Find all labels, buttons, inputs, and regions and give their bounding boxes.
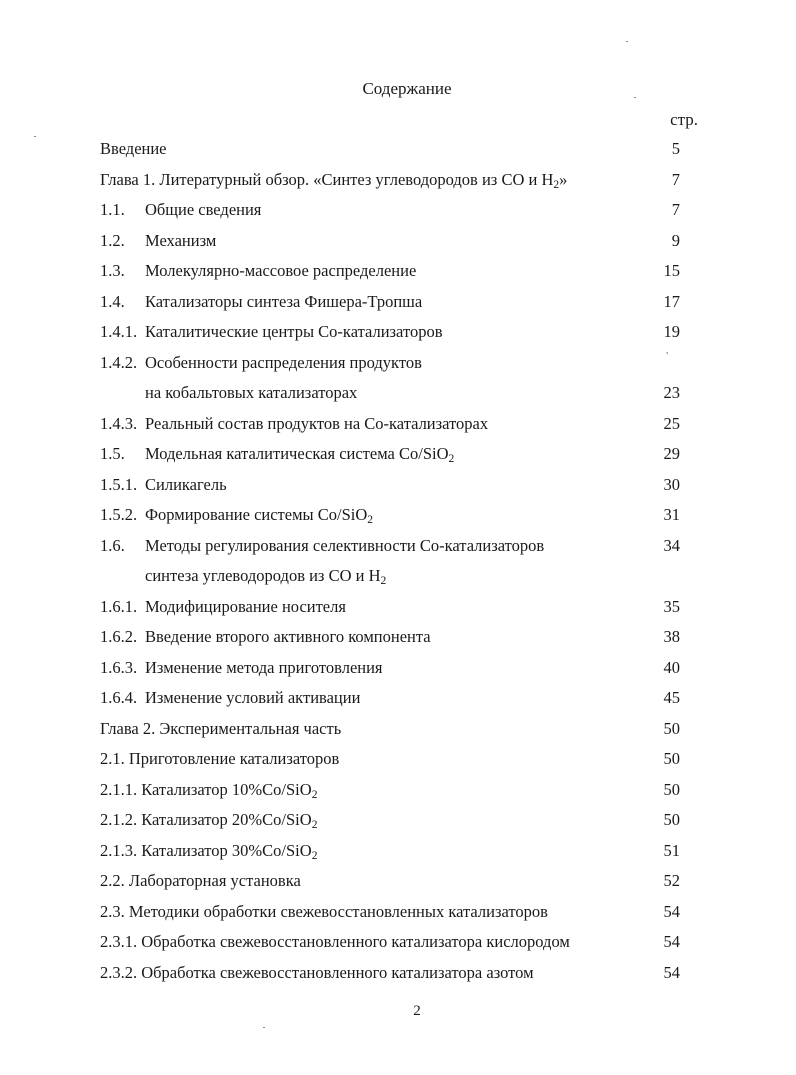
toc-entry-title-text: Глава 1. Литературный обзор. «Синтез углеводородов из CO и H bbox=[100, 169, 554, 189]
toc-entry bbox=[100, 805, 700, 836]
toc-entry-page: 5 bbox=[671, 139, 680, 158]
toc-entry-number: 1.6.1. bbox=[100, 596, 138, 616]
toc-entry bbox=[100, 256, 700, 287]
toc-entry-title-text: Методы регулирования селективности Со-катализаторов bbox=[145, 535, 545, 555]
toc-entry-page: 35 bbox=[663, 596, 680, 616]
toc-entry-title bbox=[100, 897, 548, 928]
toc-entry-page: 9 bbox=[671, 230, 680, 250]
toc-entry-title-text: 2.2. Лабораторная установка bbox=[100, 871, 301, 890]
toc-entry-number: 1.6.4. bbox=[100, 688, 138, 707]
toc-entry-title bbox=[100, 927, 570, 958]
toc-entry-title-text: Реальный состав продуктов на Со-катализаторах bbox=[145, 413, 489, 433]
toc-entry bbox=[100, 836, 700, 867]
toc-entry-page: 17 bbox=[663, 291, 680, 311]
toc-entry-title bbox=[100, 836, 317, 867]
toc-entry-title-text: на кобальтовых катализаторах bbox=[145, 383, 358, 402]
toc-entry bbox=[100, 470, 700, 501]
toc-entry bbox=[100, 744, 700, 775]
toc-entry-page: 51 bbox=[663, 840, 680, 860]
toc-entry-title-text: Формирование системы Co/SiO bbox=[145, 505, 368, 524]
page-column-label: стр. bbox=[670, 110, 698, 129]
toc-entry-title-text: 2.3. Методики обработки свежевосстановленных катализаторов bbox=[100, 901, 548, 921]
toc-entry-title bbox=[100, 165, 567, 196]
toc-entry-number: 1.6.2. bbox=[100, 627, 138, 646]
subscript: 2 bbox=[367, 513, 374, 526]
toc-entry-page: 34 bbox=[663, 535, 680, 555]
toc-entry-number: 1.4.1. bbox=[100, 322, 138, 341]
toc-entry-title-text: Механизм bbox=[145, 230, 217, 250]
toc-entry-title bbox=[100, 958, 534, 989]
toc-entry-page: 15 bbox=[663, 261, 680, 280]
toc-entry-page: 23 bbox=[663, 383, 680, 402]
toc-entry-title bbox=[145, 226, 216, 257]
toc-entry-title bbox=[145, 683, 360, 714]
toc-entry-title bbox=[145, 256, 416, 287]
toc-entry-title-text: 2.3.2. Обработка свежевосстановленного катализатора азотом bbox=[100, 962, 534, 982]
toc-entry bbox=[100, 866, 700, 897]
toc-entry-page: 50 bbox=[663, 779, 680, 799]
toc-entry bbox=[100, 500, 700, 531]
toc-entry-number: 1.1. bbox=[100, 200, 125, 219]
scan-speck bbox=[34, 136, 36, 137]
scan-speck bbox=[626, 41, 628, 42]
toc-entry-page: 40 bbox=[663, 657, 680, 677]
toc-entry-page: 45 bbox=[663, 688, 680, 707]
toc-entry-title bbox=[145, 622, 431, 653]
toc-entry-title-text: 2.1. Приготовление катализаторов bbox=[100, 749, 340, 768]
toc-entry bbox=[100, 134, 700, 165]
toc-entry-title-text: Силикагель bbox=[145, 474, 227, 494]
toc-entry bbox=[100, 531, 700, 562]
toc-entry bbox=[100, 927, 700, 958]
toc-entry-title bbox=[145, 592, 346, 623]
toc-entry-title-text: Модельная каталитическая система Co/SiO bbox=[145, 444, 449, 463]
toc-entry-title bbox=[145, 378, 357, 409]
toc-entry bbox=[100, 622, 700, 653]
toc-entry-page: 54 bbox=[663, 962, 680, 982]
toc-entry-page: 7 bbox=[671, 200, 680, 219]
toc-entry-page: 19 bbox=[663, 322, 680, 341]
toc-entry bbox=[100, 287, 700, 318]
toc-entry-page: 30 bbox=[663, 474, 680, 494]
toc-entry-title-text: Каталитические центры Со-катализаторов bbox=[145, 322, 443, 341]
toc-entry-number: 1.5.2. bbox=[100, 505, 138, 524]
toc-entry-title-text: Введение второго активного компонента bbox=[145, 627, 431, 646]
toc-entry-page: 54 bbox=[663, 901, 680, 921]
toc-entry-title bbox=[145, 409, 488, 440]
scan-speck bbox=[634, 97, 636, 98]
toc-entry bbox=[100, 409, 700, 440]
toc-entry bbox=[100, 195, 700, 226]
toc-entry-title bbox=[145, 470, 227, 501]
scan-speck bbox=[263, 1027, 265, 1028]
toc-entry-title-text: 2.1.1. Катализатор 10%Co/SiO bbox=[100, 779, 312, 799]
toc-entry-title-text: Изменение метода приготовления bbox=[145, 657, 383, 677]
toc-entry bbox=[100, 958, 700, 989]
toc-entry-page: 54 bbox=[663, 932, 680, 951]
toc-entry-title-text: синтеза углеводородов из CO и H bbox=[145, 566, 381, 585]
subscript: 2 bbox=[380, 574, 387, 587]
toc-entry-title-text: 2.1.3. Катализатор 30%Co/SiO bbox=[100, 840, 312, 860]
toc-entry-title bbox=[145, 439, 454, 470]
toc-entry bbox=[100, 226, 700, 257]
toc-entry-title bbox=[145, 500, 373, 531]
toc-entry-number: 1.2. bbox=[100, 230, 125, 250]
toc-entry-page: 29 bbox=[663, 444, 680, 463]
toc-entry-title bbox=[100, 805, 317, 836]
toc-entry-title bbox=[145, 348, 422, 379]
toc-entry-number: 1.5. bbox=[100, 444, 125, 463]
toc-entry-page: 31 bbox=[663, 505, 680, 524]
toc-entry-title bbox=[145, 287, 422, 318]
toc-entry-title bbox=[145, 653, 383, 684]
toc-entry bbox=[100, 165, 700, 196]
toc-entry-page: ' bbox=[666, 350, 668, 362]
toc-entry bbox=[100, 439, 700, 470]
toc-entry-page: 38 bbox=[663, 627, 680, 646]
toc-entry-title-text: Молекулярно-массовое распределение bbox=[145, 261, 417, 280]
toc-entry bbox=[100, 317, 700, 348]
toc-entry-number: 1.3. bbox=[100, 261, 125, 280]
toc-entry-title-text: Особенности распределения продуктов bbox=[145, 352, 422, 372]
toc-entry bbox=[100, 592, 700, 623]
toc-entry-title-text: Введение bbox=[100, 139, 167, 158]
toc-entry-title-text: Изменение условий активации bbox=[145, 688, 361, 707]
table-of-contents bbox=[100, 134, 700, 988]
subscript: 2 bbox=[448, 452, 455, 465]
toc-entry bbox=[100, 561, 700, 592]
toc-entry-page: 25 bbox=[663, 413, 680, 433]
toc-entry-title bbox=[145, 561, 386, 592]
toc-entry-title bbox=[100, 775, 317, 806]
page-title: Содержание bbox=[362, 79, 452, 98]
toc-entry-number: 1.4. bbox=[100, 291, 125, 311]
toc-entry-number: 1.6. bbox=[100, 535, 125, 555]
toc-entry bbox=[100, 653, 700, 684]
toc-entry-number: 1.4.3. bbox=[100, 413, 138, 433]
toc-entry-title bbox=[145, 195, 261, 226]
toc-entry-title-text: Модифицирование носителя bbox=[145, 596, 346, 616]
toc-entry-title-text: 2.3.1. Обработка свежевосстановленного катализатора кислородом bbox=[100, 932, 570, 951]
toc-entry-title bbox=[145, 531, 544, 562]
footer-page-number: 2 bbox=[413, 1003, 421, 1019]
toc-entry-page: 50 bbox=[663, 749, 680, 768]
subscript: 2 bbox=[553, 178, 560, 191]
toc-entry-title bbox=[100, 744, 339, 775]
toc-entry-title bbox=[100, 134, 167, 165]
toc-entry-title bbox=[100, 714, 341, 745]
toc-entry bbox=[100, 775, 700, 806]
toc-entry-title-tail: » bbox=[559, 169, 568, 189]
toc-entry bbox=[100, 897, 700, 928]
toc-entry-page: 7 bbox=[671, 169, 680, 189]
toc-entry bbox=[100, 378, 700, 409]
toc-entry-page: 50 bbox=[663, 810, 680, 829]
toc-entry-title bbox=[145, 317, 442, 348]
toc-entry-page: 50 bbox=[663, 718, 680, 738]
toc-entry-title bbox=[100, 866, 301, 897]
toc-entry-number: 1.5.1. bbox=[100, 474, 138, 494]
toc-entry-number: 1.6.3. bbox=[100, 657, 138, 677]
toc-entry bbox=[100, 714, 700, 745]
toc-entry bbox=[100, 348, 700, 379]
subscript: 2 bbox=[311, 788, 318, 801]
toc-entry-page: 52 bbox=[663, 871, 680, 890]
toc-entry-title-text: Глава 2. Экспериментальная часть bbox=[100, 718, 342, 738]
toc-entry-title-text: Катализаторы синтеза Фишера-Тропша bbox=[145, 291, 423, 311]
toc-entry bbox=[100, 683, 700, 714]
toc-entry-title-text: 2.1.2. Катализатор 20%Co/SiO bbox=[100, 810, 312, 829]
toc-entry-title-text: Общие сведения bbox=[145, 200, 262, 219]
subscript: 2 bbox=[311, 849, 318, 862]
toc-entry-number: 1.4.2. bbox=[100, 352, 138, 372]
subscript: 2 bbox=[311, 818, 318, 831]
